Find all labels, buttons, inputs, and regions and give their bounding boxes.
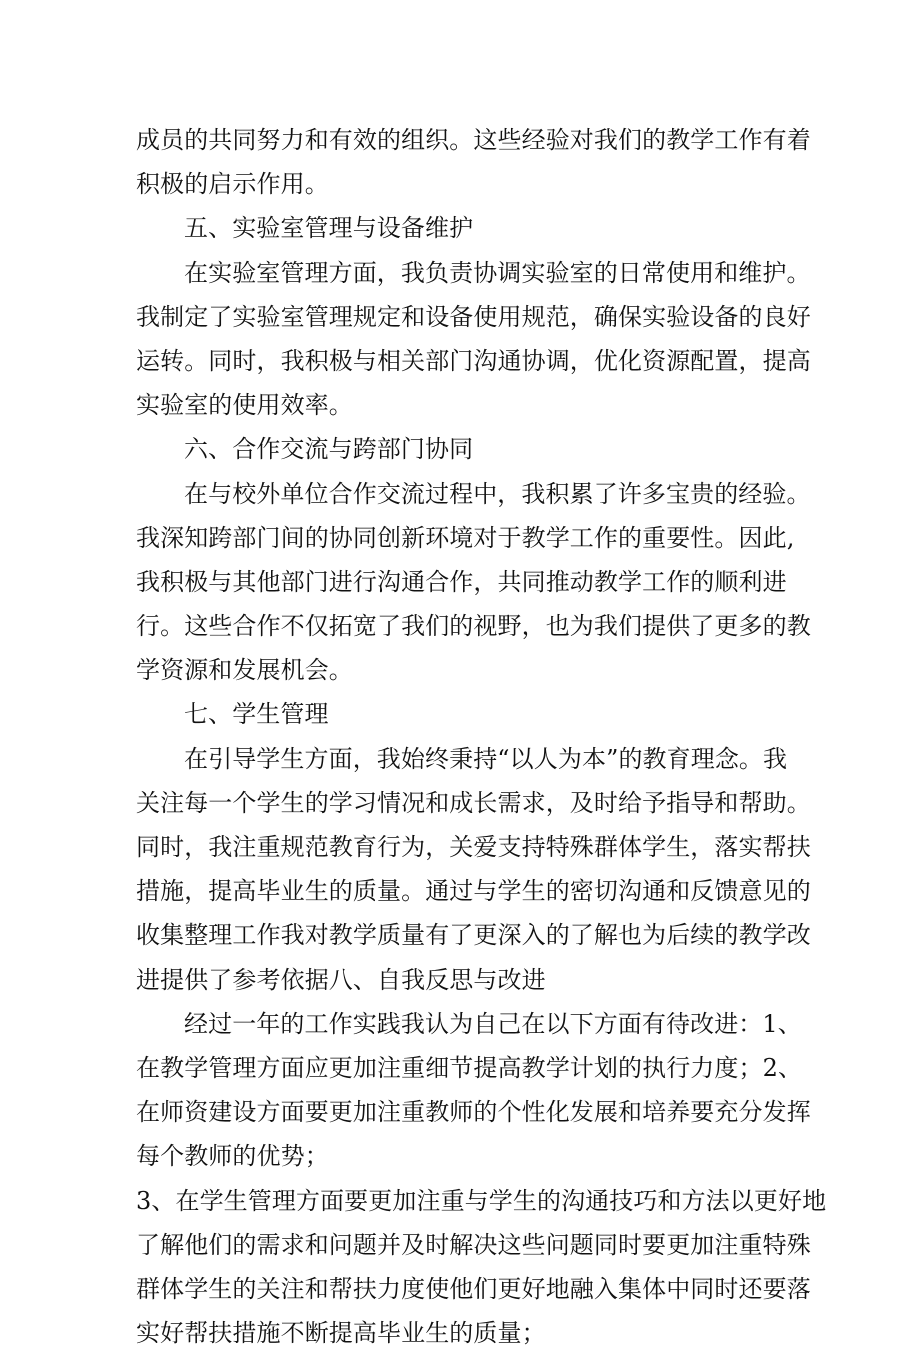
body-text-line: 每个教师的优势； (136, 1142, 329, 1171)
body-text-line: 实好帮扶措施不断提高毕业生的质量； (136, 1319, 546, 1348)
body-text-line: 我制定了实验室管理规定和设备使用规范，确保实验设备的良好 (136, 302, 811, 331)
body-text-line: 在教学管理方面应更加注重细节提高教学计划的执行力度；2、 (136, 1053, 803, 1082)
body-text-line: 实验室的使用效率。 (136, 391, 353, 420)
body-text-line: 在师资建设方面要更加注重教师的个性化发展和培养要充分发挥 (136, 1098, 811, 1127)
body-text-line: 措施，提高毕业生的质量。通过与学生的密切沟通和反馈意见的 (136, 877, 811, 906)
body-text-line: 进提供了参考依据八、自我反思与改进 (136, 965, 546, 994)
body-text-line: 群体学生的关注和帮扶力度使他们更好地融入集体中同时还要落 (136, 1274, 811, 1303)
body-text-line: 我深知跨部门间的协同创新环境对于教学工作的重要性。因此, (136, 523, 795, 552)
paragraph-start-line: 在实验室管理方面，我负责协调实验室的日常使用和维护。 (184, 258, 811, 287)
paragraph-start-line: 在与校外单位合作交流过程中，我积累了许多宝贵的经验。 (184, 479, 811, 508)
section-heading-lab-management: 五、实验室管理与设备维护 (184, 214, 474, 243)
body-text-line: 同时，我注重规范教育行为，关爱支持特殊群体学生，落实帮扶 (136, 833, 811, 861)
section-heading-student-management: 七、学生管理 (184, 700, 329, 729)
paragraph-start-line: 在引导学生方面，我始终秉持“以人为本”的教育理念。我 (184, 744, 788, 773)
body-text-line: 积极的启示作用。 (136, 170, 329, 199)
paragraph-start-line: 经过一年的工作实践我认为自己在以下方面有待改进：1、 (184, 1009, 802, 1038)
body-text-line: 关注每一个学生的学习情况和成长需求，及时给予指导和帮助。 (136, 788, 811, 817)
section-heading-cooperation: 六、合作交流与跨部门协同 (184, 435, 474, 464)
body-text-line: 运转。同时，我积极与相关部门沟通协调，优化资源配置，提高 (136, 346, 811, 375)
document-body (136, 118, 827, 1355)
body-text-line: 我积极与其他部门进行沟通合作，共同推动教学工作的顺利进 (136, 567, 787, 596)
body-text-line: 行。这些合作不仅拓宽了我们的视野，也为我们提供了更多的教 (136, 612, 811, 641)
body-text-line: 收集整理工作我对教学质量有了更深入的了解也为后续的教学改 (136, 921, 811, 950)
body-text-line: 了解他们的需求和问题并及时解决这些问题同时要更加注重特殊 (136, 1230, 811, 1259)
body-text-line: 成员的共同努力和有效的组织。这些经验对我们的教学工作有着 (136, 126, 811, 154)
body-text-line: 3、在学生管理方面要更加注重与学生的沟通技巧和方法以更好地 (136, 1186, 827, 1215)
body-text-line: 学资源和发展机会。 (136, 656, 353, 685)
